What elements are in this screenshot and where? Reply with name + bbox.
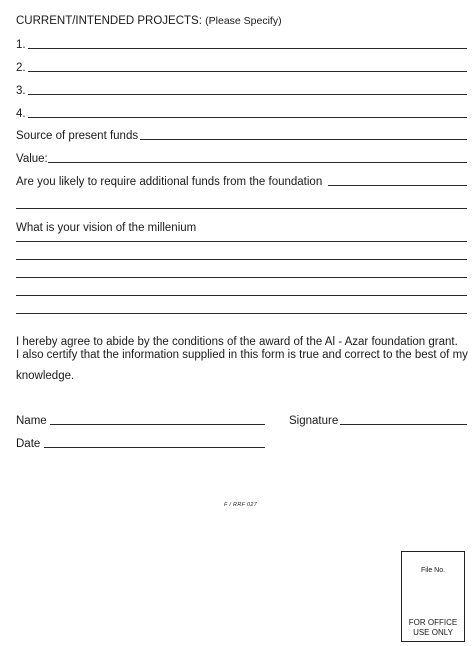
project-number-4: 4. <box>16 108 26 120</box>
date-line[interactable] <box>44 447 265 448</box>
source-funds-line[interactable] <box>140 139 467 140</box>
vision-line-4[interactable] <box>16 295 467 296</box>
office-use-box <box>401 551 465 642</box>
vision-line-5[interactable] <box>16 313 467 314</box>
additional-funds-label: Are you likely to require additional funds from the foundation <box>16 176 323 188</box>
office-use-label: FOR OFFICE USE ONLY <box>408 618 458 637</box>
section-title <box>16 15 282 28</box>
signature-label: Signature <box>289 415 339 427</box>
source-funds-label: Source of present funds <box>16 130 139 142</box>
name-line[interactable] <box>50 424 265 425</box>
agreement-line-2: I also certify that the information supplied in this form is true and correct to the best of my <box>16 349 468 361</box>
project-3-line[interactable] <box>28 94 467 95</box>
project-1-line[interactable] <box>28 48 467 49</box>
section-title-text: CURRENT/INTENDED PROJECTS: <box>16 15 202 27</box>
name-label: Name <box>16 415 47 427</box>
vision-line-2[interactable] <box>16 259 467 260</box>
agreement-line-3: knowledge. <box>16 370 75 382</box>
form-reference: F / RRF 027 <box>224 502 258 508</box>
date-label: Date <box>16 438 41 450</box>
project-number-1: 1. <box>16 39 26 51</box>
project-number-3: 3. <box>16 85 26 97</box>
value-label: Value: <box>16 153 48 165</box>
signature-line[interactable] <box>340 424 467 425</box>
agreement-line-1: I hereby agree to abide by the conditions of the award of the Al - Azar foundation grant. <box>16 336 458 348</box>
vision-label: What is your vision of the millenium <box>16 222 197 234</box>
file-number-label: File No. <box>420 567 446 574</box>
value-line[interactable] <box>48 162 467 163</box>
additional-funds-line-2[interactable] <box>16 208 467 209</box>
section-title-hint: (Please Specify) <box>205 15 282 27</box>
vision-line-1[interactable] <box>16 241 467 242</box>
vision-line-3[interactable] <box>16 277 467 278</box>
project-number-2: 2. <box>16 62 26 74</box>
additional-funds-line[interactable] <box>328 185 467 186</box>
project-2-line[interactable] <box>28 71 467 72</box>
project-4-line[interactable] <box>28 117 467 118</box>
